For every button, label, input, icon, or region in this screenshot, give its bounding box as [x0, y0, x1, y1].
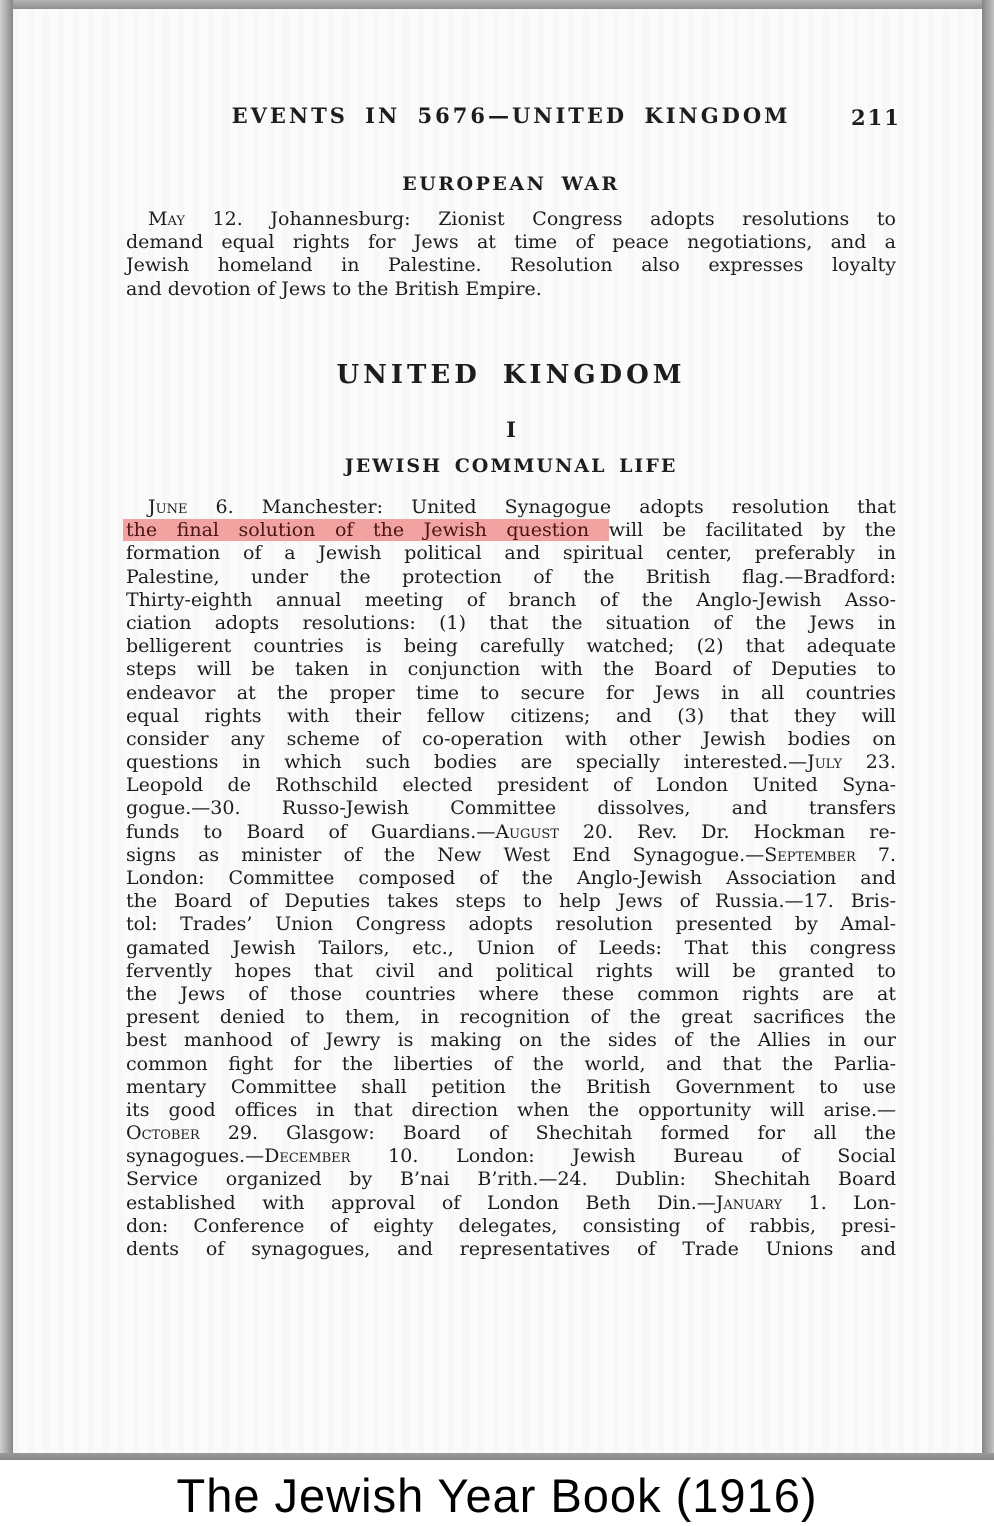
text-line — [126, 682, 896, 705]
text-segment: will be facilitated by the — [608, 519, 897, 542]
text-segment: 7. — [855, 843, 896, 866]
text-line — [126, 821, 896, 844]
text-segment: Leopold de Rothschild elected president of London United Syna- — [126, 774, 896, 797]
text-segment: endeavor at the proper time to secure for Jews in all countries — [126, 681, 896, 704]
text-segment: mentary Committee shall petition the British Government to use — [126, 1075, 896, 1098]
text-segment: June — [148, 496, 188, 518]
text-segment: formation of a Jewish political and spiritual center, preferably in — [126, 542, 896, 565]
text-segment: funds to Board of Guardians.— — [126, 820, 496, 843]
text-segment: 12. Johannesburg: Zionist Congress adopts resolutions to — [184, 208, 896, 230]
text-line — [126, 254, 896, 277]
text-segment: London: Committee composed of the Anglo-Jewish Association and — [126, 867, 896, 889]
text-segment: tol: Trades’ Union Congress adopts resolution presented by Amal- — [126, 913, 896, 936]
text-segment: 1. Lon- — [782, 1191, 897, 1214]
text-segment: the Board of Deputies takes steps to help Jews of Russia.—17. Bris- — [126, 890, 896, 913]
text-segment: fervently hopes that civil and political rights will be granted to — [126, 959, 896, 982]
text-line — [126, 1168, 896, 1191]
text-line — [126, 635, 896, 658]
text-line — [126, 797, 896, 820]
text-line — [126, 208, 896, 231]
heading-section-numeral: I — [506, 417, 516, 442]
text-segment: established with approval of London Beth Din.— — [126, 1191, 716, 1214]
text-line — [126, 231, 896, 254]
text-segment: belligerent countries is being carefully watched; (2) that adequate — [126, 635, 896, 658]
text-segment: September — [764, 843, 856, 866]
highlighted-phrase: the final solution of the Jewish question — [126, 519, 609, 542]
paragraph-communal-life — [126, 496, 896, 1261]
text-segment: 23. — [842, 751, 896, 774]
text-line — [126, 1122, 896, 1145]
caption: The Jewish Year Book (1916) — [176, 1469, 818, 1522]
text-line — [126, 589, 896, 612]
text-segment: common fight for the liberties of the world, and that the Parlia- — [126, 1052, 896, 1075]
text-segment: gamated Jewish Tailors, etc., Union of Leeds: That this congress — [126, 936, 896, 959]
running-head: EVENTS IN 5676—UNITED KINGDOM — [231, 103, 791, 128]
text-segment: 20. Rev. Dr. Hockman re- — [558, 820, 897, 843]
text-line — [126, 913, 896, 936]
text-segment: Thirty-eighth annual meeting of branch of the Anglo-Jewish Asso- — [126, 588, 896, 611]
text-segment: signs as minister of the New West End Synagogue.— — [126, 843, 765, 866]
text-line — [126, 612, 896, 635]
page-edge-bottom — [0, 1453, 994, 1460]
text-line — [126, 1006, 896, 1029]
text-segment: questions in which such bodies are specially interested.— — [126, 751, 808, 774]
text-line — [126, 1192, 896, 1215]
heading-united-kingdom: UNITED KINGDOM — [336, 360, 686, 390]
text-line — [126, 658, 896, 681]
page-edge-top — [0, 0, 994, 9]
text-line — [126, 774, 896, 797]
heading-european-war: EUROPEAN WAR — [402, 173, 620, 195]
text-segment: August — [495, 820, 559, 843]
text-segment: 6. Manchester: United Synagogue adopts resolution that — [187, 496, 896, 518]
text-segment: steps will be taken in conjunction with the Board of Deputies to — [126, 658, 896, 681]
text-segment: demand equal rights for Jews at time of peace negotiations, and a — [126, 231, 896, 254]
text-line — [126, 983, 896, 1006]
text-line — [126, 1215, 896, 1238]
text-line — [126, 278, 896, 301]
text-segment: 29. Glasgow: Board of Shechitah formed for all the — [199, 1122, 896, 1145]
text-segment: and devotion of Jews to the British Empire. — [126, 277, 542, 300]
text-segment: its good offices in that direction when the opportunity will arise.— — [126, 1098, 896, 1121]
text-line — [126, 496, 896, 519]
text-line — [126, 1076, 896, 1099]
text-line — [126, 1029, 896, 1052]
text-segment: October — [126, 1122, 200, 1145]
text-segment: July — [807, 751, 843, 774]
text-line — [126, 542, 896, 565]
page-edge-left — [0, 0, 13, 1460]
text-line — [126, 937, 896, 960]
text-segment: December — [264, 1145, 351, 1168]
text-segment: Service organized by B’nai B’rith.—24. Dublin: Shechitah Board — [126, 1168, 896, 1191]
page-number: 211 — [851, 105, 901, 130]
text-segment: present denied to them, in recognition of the great sacrifices the — [126, 1006, 896, 1029]
text-segment: synagogues.— — [126, 1145, 265, 1168]
text-segment: dents of synagogues, and representatives of Trade Unions and — [126, 1238, 896, 1260]
text-segment: Jewish homeland in Palestine. Resolution also expresses loyalty — [126, 254, 896, 277]
text-segment: 10. London: Jewish Bureau of Social — [350, 1145, 896, 1168]
text-line — [126, 960, 896, 983]
page-edge-right — [982, 0, 994, 1460]
text-line — [126, 705, 896, 728]
text-line — [126, 867, 896, 890]
text-segment: consider any scheme of co-operation with other Jewish bodies on — [126, 727, 896, 750]
text-line — [126, 1099, 896, 1122]
text-segment: May — [148, 208, 185, 230]
text-line — [126, 1053, 896, 1076]
text-line — [126, 1145, 896, 1168]
text-line — [126, 844, 896, 867]
text-line — [126, 1238, 896, 1261]
text-segment: Palestine, under the protection of the British flag.—Bradford: — [126, 565, 896, 588]
text-line — [126, 566, 896, 589]
text-segment: January — [715, 1191, 783, 1214]
text-segment: ciation adopts resolutions: (1) that the situation of the Jews in — [126, 611, 896, 634]
text-line — [126, 728, 896, 751]
text-segment: gogue.—30. Russo-Jewish Committee dissolves, and transfers — [126, 797, 896, 820]
paragraph-european-war — [126, 208, 896, 301]
text-segment: equal rights with their fellow citizens; and (3) that they will — [126, 704, 896, 727]
text-segment: best manhood of Jewry is making on the sides of the Allies in our — [126, 1029, 896, 1052]
text-segment: don: Conference of eighty delegates, consisting of rabbis, presi- — [126, 1214, 896, 1237]
heading-jewish-communal-life: JEWISH COMMUNAL LIFE — [344, 455, 678, 477]
text-line — [126, 751, 896, 774]
text-segment: the Jews of those countries where these common rights are at — [126, 982, 896, 1005]
text-line — [126, 519, 896, 542]
text-line — [126, 890, 896, 913]
